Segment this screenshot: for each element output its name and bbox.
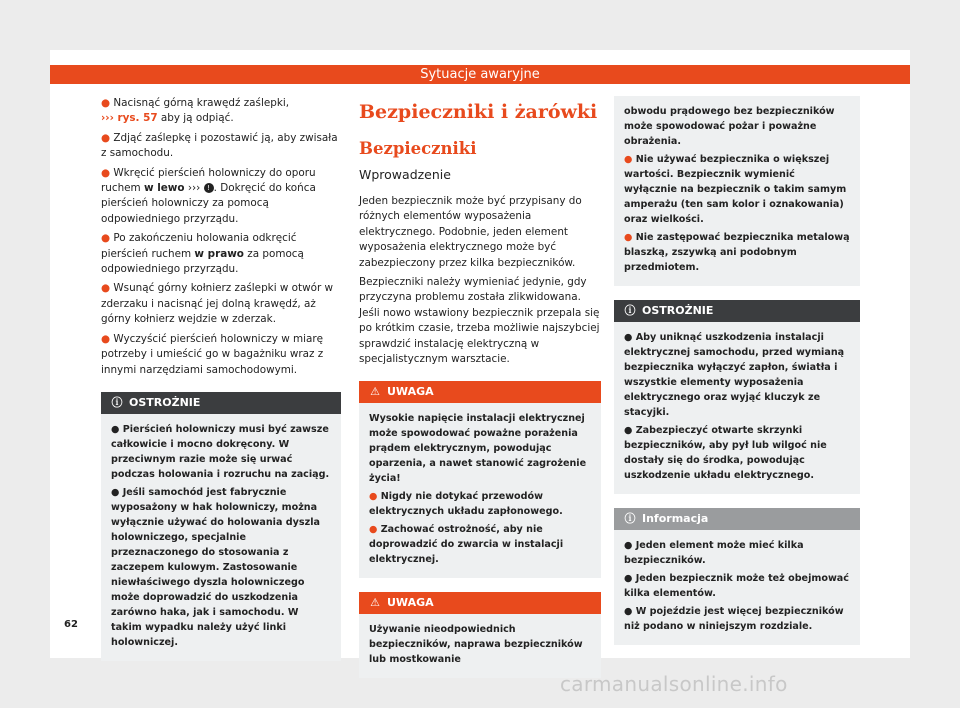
warning-title: UWAGA [387,385,434,399]
caution-item: ● Jeśli samochód jest fabrycznie wyposażony w hak holowniczy, można wyłącznie używać do holowania dyszla holowniczego, specjalnie przeznaczonego do stosowania z zaczepem kulowym. Zastosowanie niewłaściwego dyszla holowniczego może doprowadzić do uszkodzenia zarówno haka, jak i samochodu. W takim wypadku należy użyć linki holowniczej. [111,486,320,648]
warning-item: ● Nigdy nie dotykać przewodów elektrycznych układu zapłonowego. [369,491,563,518]
subtitle: Bezpieczniki [359,139,477,158]
list-item: ● Wkręcić pierścień holowniczy do oporu ruchem w lewo ››› ! . Dokręcić do końca pierścień holowniczy za pomocą odpowiedniego przyrządu. [101,166,316,225]
column-left [101,96,341,675]
section-header: Sytuacje awaryjne [50,65,910,84]
info-box [614,508,860,645]
warning-box [359,381,601,578]
page-number: 62 [64,619,78,630]
caution-item: ● Aby uniknąć uszkodzenia instalacji elektrycznej samochodu, przed wymianą bezpiecznika wyłączyć zapłon, światła i wszystkie elementy wyposażenia elektrycznego oraz wyjąć kluczyk ze stacyjki. [624,332,845,418]
ref-link[interactable]: ››› rys. 57 [101,112,158,125]
warning-text: obwodu prądowego bez bezpieczników może spowodować pożar i poważne obrażenia. [624,106,835,147]
list-item: ● Po zakończeniu holowania odkręcić pierścień ruchem w prawo za pomocą odpowiedniego przyrządu. [101,232,304,276]
warning-text: Używanie nieodpowiednich bezpieczników, naprawa bezpieczników lub mostkowanie [369,624,583,666]
column-right [614,96,860,659]
info-item: ● Jeden bezpiecznik może też obejmować kilka elementów. [624,573,849,599]
info-circle-icon: ⓘ [111,395,123,409]
caution-box [101,392,341,661]
list-item: ● Wsunąć górny kołnierz zaślepki w otwór w zderzaku i nacisnąć jej dolną krawędź, aż górny kołnierz wejdzie w zderzak. [101,282,334,326]
paragraph: Jeden bezpiecznik może być przypisany do różnych elementów wyposażenia elektrycznego. Podobnie, jeden element wyposażenia elektrycznego może być zabezpieczony przez kilka bezpieczników. [359,195,582,269]
warning-triangle-icon: ⚠ [370,385,380,399]
warning-item: ● Nie używać bezpiecznika o większej wartości. Bezpiecznik wymienić wyłącznie na bezpiecznik o takim samym amperażu (ten sam kolor i oznakowania) oraz wielkości. [624,154,847,225]
warning-text: Wysokie napięcie instalacji elektrycznej może spowodować poważne porażenia prądem elektrycznym, powodując oparzenia, a nawet stanowić zagrożenie życia! [369,413,587,485]
list-item: ● Nacisnąć górną krawędź zaślepki, ››› rys. 57 aby ją odpiąć. [101,97,290,125]
info-item: ● W pojeździe jest więcej bezpieczników niż podano w niniejszym rozdziale. [624,606,844,632]
info-square-icon: ⓘ [624,512,636,525]
warning-title: UWAGA [387,596,434,610]
watermark: carmanualsonline.info [560,672,788,696]
warning-box [359,592,601,678]
caution-item: ● Pierścień holowniczy musi być zawsze całkowicie i mocno dokręcony. W przeciwnym razie może się urwać podczas holowania i rozruchu na zaciąg. [111,423,330,480]
caution-item: ● Zabezpieczyć otwarte skrzynki bezpieczników, aby pył lub wilgoć nie dostały się do środka, powodując uszkodzenie układu elektrycznego. [624,425,827,481]
warning-box-continued [614,96,860,286]
caution-title: OSTROŻNIE [129,395,201,409]
warning-item: ● Zachować ostrożność, aby nie doprowadzić do zwarcia w instalacji elektrycznej. [369,524,564,566]
warning-item: ● Nie zastępować bezpiecznika metalową blaszką, zszywką ani podobnym przedmiotem. [624,232,850,273]
paragraph: Bezpieczniki należy wymieniać jedynie, gdy przyczyna problemu została zlikwidowana. Jeśli nowo wstawiony bezpiecznik przepala się po krótkim czasie, trzeba możliwie najszybciej sprawdzić instalację elektryczną w specjalistycznym warsztacie. [359,276,600,366]
list-item: ● Wyczyścić pierścień holowniczy w miarę potrzeby i umieścić go w bagażniku wraz z innymi narzędziami samochodowymi. [101,332,324,376]
info-item: ● Jeden element może mieć kilka bezpieczników. [624,540,804,566]
section-heading: Wprowadzenie [359,167,451,182]
caution-box [614,300,860,494]
list-item: ● Zdjąć zaślepkę i pozostawić ją, aby zwisała z samochodu. [101,131,338,160]
info-title: Informacja [642,512,709,525]
info-circle-icon: ⓘ [624,304,636,317]
page-title: Bezpieczniki i żarówki [359,101,598,123]
column-middle [359,100,601,692]
warning-triangle-icon: ⚠ [370,596,380,610]
caution-title: OSTROŻNIE [642,304,714,317]
warning-number-icon: ! [204,183,214,193]
